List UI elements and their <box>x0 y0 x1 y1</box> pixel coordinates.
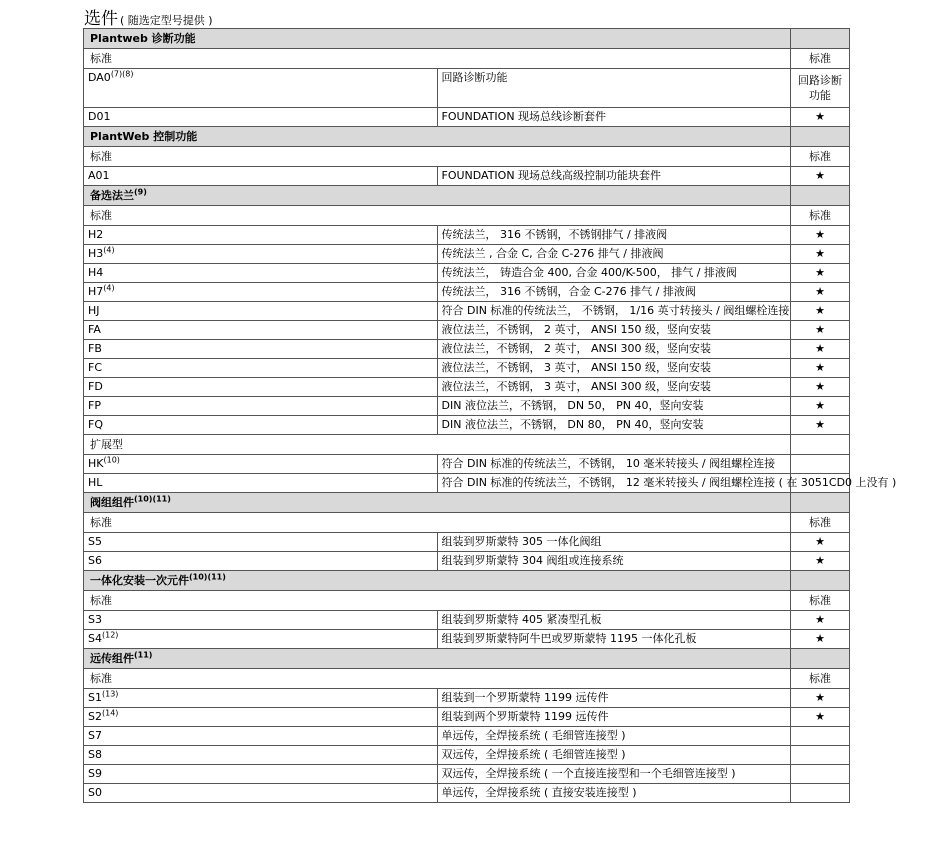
standard-label: 标准 <box>84 206 791 226</box>
option-code-text: FP <box>88 399 101 412</box>
standard-row <box>84 49 850 69</box>
standard-mark: 标准 <box>791 669 850 689</box>
section-heading-text: 备选法兰 <box>90 188 134 202</box>
option-code-text: FD <box>88 380 103 393</box>
option-availability: ★ <box>791 397 850 416</box>
section-heading <box>84 493 791 513</box>
subsection-label: 扩展型 <box>84 435 791 455</box>
option-availability: ★ <box>791 226 850 245</box>
option-description: 组装到罗斯蒙特 405 紧凑型孔板 <box>437 611 791 630</box>
option-code-text: S9 <box>88 767 102 780</box>
section-heading-footnote: (9) <box>134 186 147 196</box>
section-heading-mark-cell <box>791 29 850 49</box>
option-code-text: FB <box>88 342 102 355</box>
section-heading-mark-cell <box>791 571 850 591</box>
option-code-text: S3 <box>88 613 102 626</box>
option-availability: ★ <box>791 533 850 552</box>
option-description: DIN 液位法兰，不锈钢， DN 50， PN 40，竖向安装 <box>437 397 791 416</box>
option-code-footnote: (14) <box>101 708 119 718</box>
option-code <box>84 533 438 552</box>
section-heading-text: 阀组组件 <box>90 495 134 509</box>
option-availability: ★ <box>791 108 850 127</box>
table-row <box>84 552 850 571</box>
option-availability: ★ <box>791 167 850 186</box>
title-subtitle: ( 随选定型号提供 ) <box>120 14 213 27</box>
option-code-text: S8 <box>88 748 102 761</box>
option-description: FOUNDATION 现场总线高级控制功能块套件 <box>437 167 791 186</box>
option-code <box>84 69 438 108</box>
table-row <box>84 727 850 746</box>
standard-label: 标准 <box>84 49 791 69</box>
option-code-text: H4 <box>88 266 104 279</box>
option-description: 符合 DIN 标准的传统法兰，不锈钢， 10 毫米转接头 / 阀组螺栓连接 <box>437 455 791 474</box>
standard-label: 标准 <box>84 513 791 533</box>
option-description: 传统法兰， 316 不锈钢，合金 C-276 排气 / 排液阀 <box>437 283 791 302</box>
option-code-text: DA0 <box>88 71 111 84</box>
option-code-text: HK <box>88 457 104 470</box>
table-row <box>84 533 850 552</box>
table-row <box>84 302 850 321</box>
section-heading-text: PlantWeb 控制功能 <box>90 129 198 143</box>
option-code-text: D01 <box>88 110 111 123</box>
option-availability: ★ <box>791 630 850 649</box>
option-description: 组装到罗斯蒙特阿牛巴或罗斯蒙特 1195 一体化孔板 <box>437 630 791 649</box>
option-code-footnote: (13) <box>101 689 119 699</box>
option-code <box>84 245 438 264</box>
section-heading-text: 远传组件 <box>90 651 134 665</box>
option-description: 液位法兰，不锈钢， 2 英寸， ANSI 150 级，竖向安装 <box>437 321 791 340</box>
option-code-text: S4 <box>88 632 102 645</box>
standard-label: 标准 <box>84 147 791 167</box>
section-heading-mark-cell <box>791 649 850 669</box>
standard-mark: 标准 <box>791 147 850 167</box>
standard-mark: 标准 <box>791 513 850 533</box>
option-description: 液位法兰，不锈钢， 2 英寸， ANSI 300 级，竖向安装 <box>437 340 791 359</box>
standard-mark: 标准 <box>791 591 850 611</box>
option-code <box>84 727 438 746</box>
option-code-text: HL <box>88 476 103 489</box>
section-heading-footnote: (11) <box>134 649 153 659</box>
options-table <box>83 28 897 803</box>
option-code-text: S7 <box>88 729 102 742</box>
section-heading-row <box>84 186 850 206</box>
option-availability: 回路诊断功能 <box>791 69 850 108</box>
option-code <box>84 302 438 321</box>
option-availability: ★ <box>791 321 850 340</box>
subsection-mark-cell <box>791 435 850 455</box>
option-code <box>84 340 438 359</box>
option-availability <box>791 746 850 765</box>
table-row <box>84 611 850 630</box>
option-code <box>84 455 438 474</box>
option-code <box>84 264 438 283</box>
options-table-body <box>84 29 897 803</box>
table-row <box>84 359 850 378</box>
option-code-text: S1 <box>88 691 102 704</box>
option-description: DIN 液位法兰，不锈钢， DN 80， PN 40，竖向安装 <box>437 416 791 435</box>
option-code-text: H7 <box>88 285 104 298</box>
section-heading-row <box>84 571 850 591</box>
option-description: 传统法兰， 铸造合金 400, 合金 400/K-500， 排气 / 排液阀 <box>437 264 791 283</box>
section-heading-text: Plantweb 诊断功能 <box>90 31 196 45</box>
option-availability: ★ <box>791 359 850 378</box>
option-code <box>84 167 438 186</box>
option-description: 双远传，全焊接系统 ( 毛细管连接型 ) <box>437 746 791 765</box>
option-code <box>84 474 438 493</box>
option-code <box>84 283 438 302</box>
table-row <box>84 689 850 708</box>
subsection-row <box>84 435 850 455</box>
option-description: 单远传，全焊接系统 ( 毛细管连接型 ) <box>437 727 791 746</box>
option-code-text: H3 <box>88 247 104 260</box>
option-code <box>84 321 438 340</box>
option-description: 符合 DIN 标准的传统法兰，不锈钢， 12 毫米转接头 / 阀组螺栓连接 ( 在 3051CD0 上没有 ) <box>437 474 791 493</box>
option-description: 组装到两个罗斯蒙特 1199 远传件 <box>437 708 791 727</box>
option-code <box>84 630 438 649</box>
section-heading-row <box>84 493 850 513</box>
option-description: 传统法兰， 316 不锈钢，不锈钢排气 / 排液阀 <box>437 226 791 245</box>
standard-row <box>84 591 850 611</box>
table-row <box>84 397 850 416</box>
option-availability: ★ <box>791 416 850 435</box>
option-code-text: S2 <box>88 710 102 723</box>
title-main: 选件 <box>84 9 118 29</box>
section-heading <box>84 186 791 206</box>
option-code-text: S6 <box>88 554 102 567</box>
option-availability: ★ <box>791 378 850 397</box>
standard-label: 标准 <box>84 591 791 611</box>
option-code <box>84 611 438 630</box>
option-availability: ★ <box>791 708 850 727</box>
table-row <box>84 283 850 302</box>
section-heading-row <box>84 649 850 669</box>
option-code-footnote: (4) <box>103 283 115 293</box>
option-code-footnote: (10) <box>103 455 120 465</box>
option-availability: ★ <box>791 611 850 630</box>
table-row <box>84 69 850 108</box>
section-heading-text: 一体化安装一次元件 <box>90 573 189 587</box>
table-row <box>84 340 850 359</box>
section-heading-mark-cell <box>791 186 850 206</box>
table-row <box>84 167 850 186</box>
option-description: 符合 DIN 标准的传统法兰， 不锈钢， 1/16 英寸转接头 / 阀组螺栓连接 <box>437 302 791 321</box>
table-row <box>84 765 850 784</box>
section-heading-row <box>84 29 850 49</box>
table-row <box>84 746 850 765</box>
section-heading <box>84 649 791 669</box>
option-code-text: S0 <box>88 786 102 799</box>
option-availability <box>791 765 850 784</box>
option-availability <box>791 727 850 746</box>
option-code <box>84 359 438 378</box>
table-row <box>84 245 850 264</box>
table-row <box>84 455 850 474</box>
standard-label: 标准 <box>84 669 791 689</box>
option-code-text: H2 <box>88 228 104 241</box>
option-availability: ★ <box>791 552 850 571</box>
option-code <box>84 397 438 416</box>
section-heading <box>84 571 791 591</box>
table-row <box>84 416 850 435</box>
option-code-text: S5 <box>88 535 102 548</box>
option-availability: ★ <box>791 689 850 708</box>
section-heading-mark-cell <box>791 127 850 147</box>
standard-mark: 标准 <box>791 49 850 69</box>
option-description: FOUNDATION 现场总线诊断套件 <box>437 108 791 127</box>
table-row <box>84 108 850 127</box>
page-title <box>84 4 213 28</box>
standard-mark: 标准 <box>791 206 850 226</box>
option-availability: ★ <box>791 302 850 321</box>
option-code <box>84 765 438 784</box>
table-row <box>84 708 850 727</box>
table-row <box>84 264 850 283</box>
section-heading-row <box>84 127 850 147</box>
option-code-footnote: (4) <box>103 245 115 255</box>
option-code-footnote: (7)(8) <box>110 69 134 79</box>
option-description: 液位法兰，不锈钢， 3 英寸， ANSI 300 级，竖向安装 <box>437 378 791 397</box>
option-code-text: HJ <box>88 304 100 317</box>
option-code <box>84 746 438 765</box>
option-availability: ★ <box>791 340 850 359</box>
option-description: 液位法兰，不锈钢， 3 英寸， ANSI 150 级，竖向安装 <box>437 359 791 378</box>
table-row <box>84 630 850 649</box>
table-row <box>84 378 850 397</box>
option-description: 回路诊断功能 <box>437 69 791 108</box>
option-description: 组装到罗斯蒙特 305 一体化阀组 <box>437 533 791 552</box>
standard-row <box>84 206 850 226</box>
standard-row <box>84 513 850 533</box>
table-row <box>84 226 850 245</box>
option-description: 组装到一个罗斯蒙特 1199 远传件 <box>437 689 791 708</box>
option-code <box>84 416 438 435</box>
section-heading-footnote: (10)(11) <box>189 571 226 581</box>
option-description: 组装到罗斯蒙特 304 阀组或连接系统 <box>437 552 791 571</box>
standard-row <box>84 147 850 167</box>
option-availability: ★ <box>791 245 850 264</box>
option-description: 双远传，全焊接系统 ( 一个直接连接型和一个毛细管连接型 ) <box>437 765 791 784</box>
option-description: 传统法兰 , 合金 C, 合金 C-276 排气 / 排液阀 <box>437 245 791 264</box>
option-availability: ★ <box>791 264 850 283</box>
option-code-text: FC <box>88 361 103 374</box>
option-availability <box>791 455 850 474</box>
option-code <box>84 552 438 571</box>
option-code-text: FA <box>88 323 101 336</box>
option-availability <box>791 784 850 803</box>
option-code-text: A01 <box>88 169 110 182</box>
section-heading <box>84 29 791 49</box>
table-row <box>84 321 850 340</box>
section-heading <box>84 127 791 147</box>
option-description: 单远传，全焊接系统 ( 直接安装连接型 ) <box>437 784 791 803</box>
option-availability: ★ <box>791 283 850 302</box>
section-heading-footnote: (10)(11) <box>134 493 171 503</box>
standard-row <box>84 669 850 689</box>
option-code-text: FQ <box>88 418 103 431</box>
section-heading-mark-cell <box>791 493 850 513</box>
option-code <box>84 226 438 245</box>
option-code <box>84 378 438 397</box>
option-code <box>84 784 438 803</box>
option-code <box>84 708 438 727</box>
table-row <box>84 474 850 493</box>
option-code <box>84 108 438 127</box>
option-code-footnote: (12) <box>101 630 119 640</box>
option-code <box>84 689 438 708</box>
table-row <box>84 784 850 803</box>
